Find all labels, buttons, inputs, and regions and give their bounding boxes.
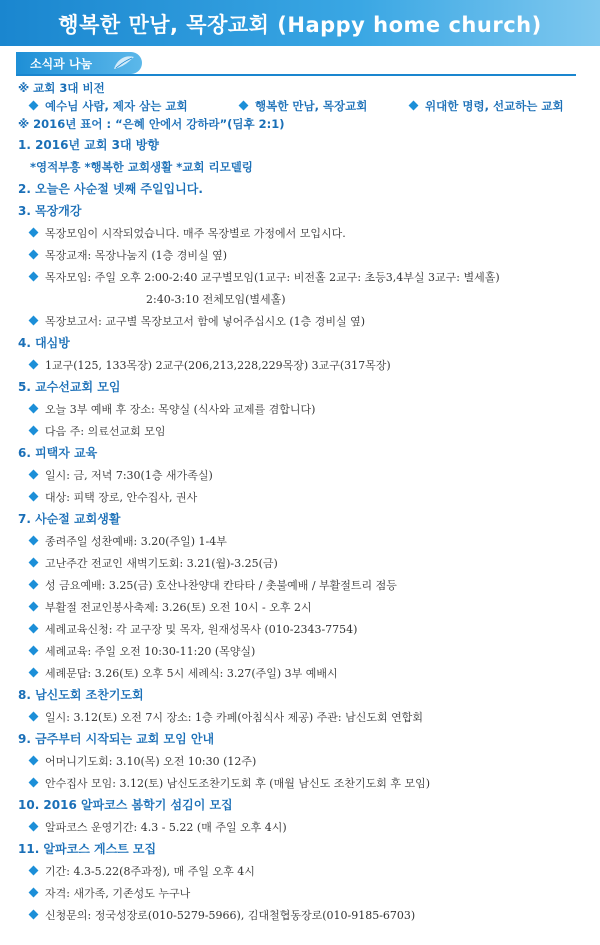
bullet-diamond-icon	[29, 426, 39, 436]
vision-item: 예수님 사람, 제자 삼는 교회	[30, 97, 236, 115]
list-item: 세례교육신청: 각 교구장 및 목자, 원재성목사 (010-2343-7754)	[18, 618, 588, 640]
list-item: 신청문의: 정국성장로(010-5279-5966), 김대철협동장로(010-9185-6703)	[18, 904, 588, 926]
section-heading: 10. 2016 알파코스 봄학기 섬김이 모집	[18, 798, 233, 812]
directions: *영적부흥 *행복한 교회생활 *교회 리모델링	[30, 160, 253, 174]
list-item: 대상: 피택 장로, 안수집사, 권사	[18, 486, 588, 508]
section-tab	[16, 52, 142, 74]
list-item: 부활절 전교인봉사축제: 3.26(토) 오전 10시 - 오후 2시	[18, 596, 588, 618]
bullet-diamond-icon	[29, 602, 39, 612]
list-item: 1교구(125, 133목장) 2교구(206,213,228,229목장) 3교구(317목장)	[18, 354, 588, 376]
bullet-diamond-icon	[29, 272, 39, 282]
list-item: 종려주일 성찬예배: 3.20(주일) 1-4부	[18, 530, 588, 552]
bullet-diamond-icon	[29, 778, 39, 788]
bullet-diamond-icon	[409, 101, 419, 111]
list-item: 목장모임이 시작되었습니다. 매주 목장별로 가정에서 모입시다.	[18, 222, 588, 244]
vision-title: ※ 교회 3대 비전	[18, 81, 105, 95]
section-heading: 3. 목장개강	[18, 204, 82, 218]
bulletin-content	[18, 79, 588, 926]
leaf-icon	[112, 54, 136, 72]
section-heading: 2. 오늘은 사순절 넷째 주일입니다.	[18, 182, 203, 196]
bullet-diamond-icon	[29, 756, 39, 766]
list-item: 목장보고서: 교구별 목장보고서 함에 넣어주십시오 (1층 경비실 옆)	[18, 310, 588, 332]
page-title: 행복한 만남, 목장교회 (Happy home church)	[58, 13, 542, 37]
list-item: 일시: 3.12(토) 오전 7시 장소: 1층 카페(아침식사 제공) 주관: 남신도회 연합회	[18, 706, 588, 728]
list-item: 고난주간 전교인 새벽기도회: 3.21(월)-3.25(금)	[18, 552, 588, 574]
list-item: 자격: 새가족, 기존성도 누구나	[18, 882, 588, 904]
bullet-diamond-icon	[29, 822, 39, 832]
bullet-diamond-icon	[29, 360, 39, 370]
list-item: 목장교재: 목장나눔지 (1층 경비실 옆)	[18, 244, 588, 266]
section-heading: 5. 교수선교회 모임	[18, 380, 121, 394]
bullet-diamond-icon	[29, 250, 39, 260]
bullet-diamond-icon	[29, 316, 39, 326]
list-item: 일시: 금, 저녁 7:30(1층 새가족실)	[18, 464, 588, 486]
bullet-diamond-icon	[29, 668, 39, 678]
bullet-diamond-icon	[239, 101, 249, 111]
list-item: 기간: 4.3-5.22(8주과정), 매 주일 오후 4시	[18, 860, 588, 882]
section-tab-label: 소식과 나눔	[30, 57, 93, 71]
section-heading: 9. 금주부터 시작되는 교회 모임 안내	[18, 732, 215, 746]
section-heading: 6. 피택자 교육	[18, 446, 98, 460]
bullet-diamond-icon	[29, 492, 39, 502]
bullet-diamond-icon	[29, 558, 39, 568]
title-banner	[0, 0, 600, 46]
section-heading: 7. 사순절 교회생활	[18, 512, 121, 526]
bullet-diamond-icon	[29, 470, 39, 480]
list-item: 오늘 3부 예배 후 장소: 목양실 (식사와 교제를 겸합니다)	[18, 398, 588, 420]
list-item: 세례문답: 3.26(토) 오후 5시 세례식: 3.27(주일) 3부 예배시	[18, 662, 588, 684]
bullet-diamond-icon	[29, 712, 39, 722]
bullet-diamond-icon	[29, 536, 39, 546]
bullet-diamond-icon	[29, 404, 39, 414]
vision-items	[18, 97, 588, 115]
list-item-continuation: 2:40-3:10 전체모임(별세홀)	[146, 293, 286, 306]
bullet-diamond-icon	[29, 580, 39, 590]
list-item: 알파코스 운영기간: 4.3 - 5.22 (매 주일 오후 4시)	[18, 816, 588, 838]
vision-item: 행복한 만남, 목장교회	[240, 97, 406, 115]
bullet-diamond-icon	[29, 910, 39, 920]
bullet-diamond-icon	[29, 101, 39, 111]
vision-item: 위대한 명령, 선교하는 교회	[410, 97, 564, 115]
bullet-diamond-icon	[29, 624, 39, 634]
vision-motto: ※ 2016년 표어 : “은혜 안에서 강하라”(딤후 2:1)	[18, 117, 285, 131]
list-item: 다음 주: 의료선교회 모임	[18, 420, 588, 442]
section-heading: 1. 2016년 교회 3대 방향	[18, 138, 159, 152]
bullet-diamond-icon	[29, 866, 39, 876]
bullet-diamond-icon	[29, 646, 39, 656]
section-heading: 4. 대심방	[18, 336, 70, 350]
bullet-diamond-icon	[29, 888, 39, 898]
list-item: 성 금요예배: 3.25(금) 호산나찬양대 칸타타 / 촛불예배 / 부활절트리 점등	[18, 574, 588, 596]
list-item: 세례교육: 주일 오전 10:30-11:20 (목양실)	[18, 640, 588, 662]
list-item: 목자모임: 주일 오후 2:00-2:40 교구별모임(1교구: 비전홀 2교구: 초등3,4부실 3교구: 별세홀)	[18, 266, 588, 288]
section-heading: 11. 알파코스 게스트 모집	[18, 842, 157, 856]
section-divider	[16, 74, 576, 76]
section-heading: 8. 남신도회 조찬기도회	[18, 688, 144, 702]
list-item: 어머니기도회: 3.10(목) 오전 10:30 (12주)	[18, 750, 588, 772]
bullet-diamond-icon	[29, 228, 39, 238]
list-item: 안수집사 모임: 3.12(토) 남신도조찬기도회 후 (매월 남신도 조찬기도회 후 모임)	[18, 772, 588, 794]
